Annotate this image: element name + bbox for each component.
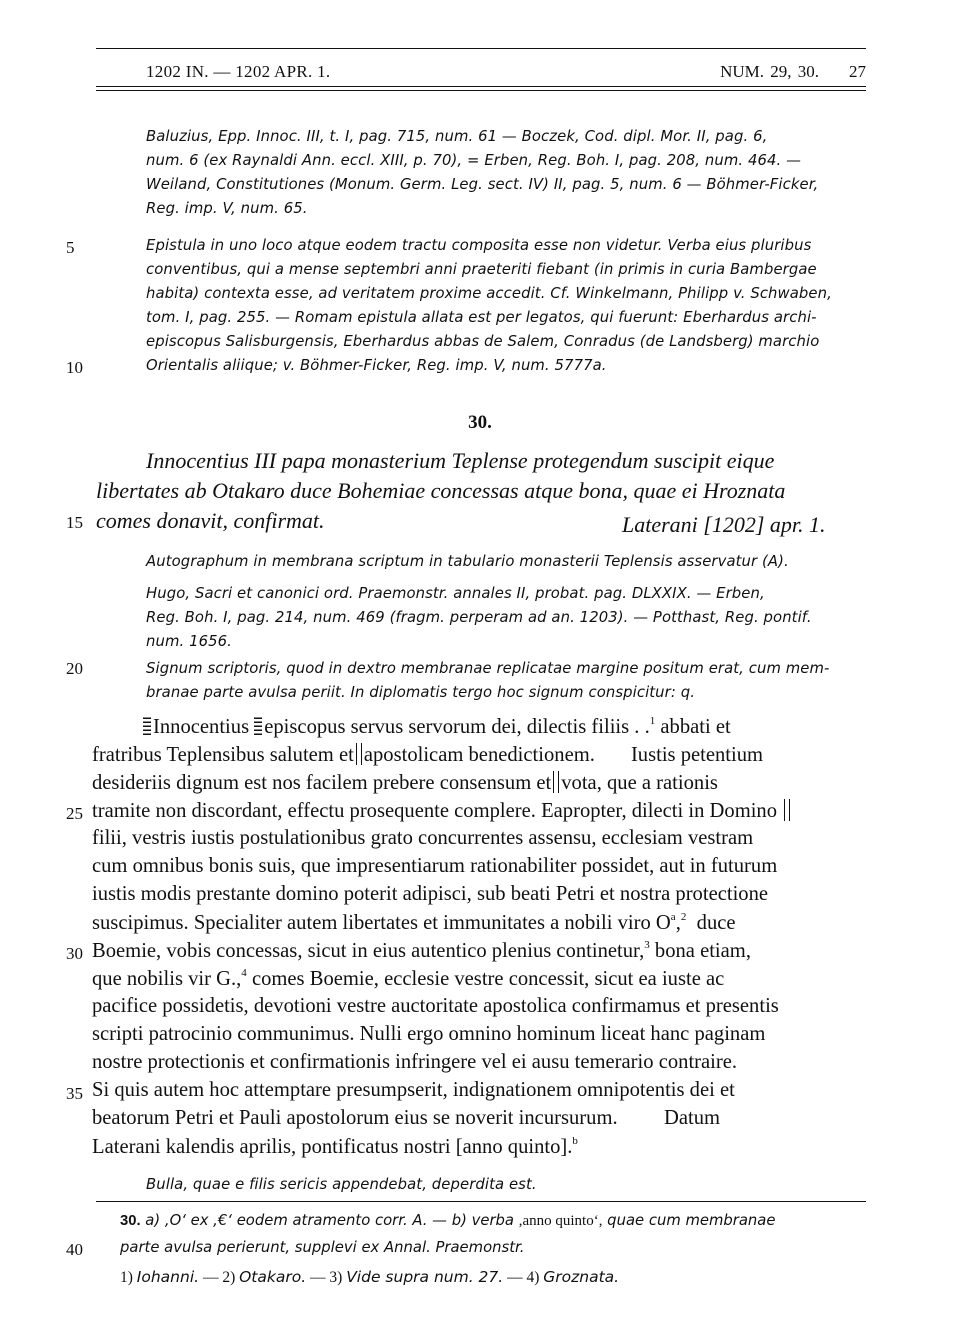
line-number: 5	[66, 238, 75, 257]
text-line: beatorum Petri et Pauli apostolorum eius se noverit incursurum. Datum	[92, 1107, 721, 1129]
note-line: Orientalis aliique; v. Böhmer-Ficker, Reg. imp. V, num. 5777a.	[146, 357, 607, 374]
source-line: Hugo, Sacri et canonici ord. Praemonstr. annales II, probat. pag. DLXXIX. — Erben,	[146, 585, 765, 602]
header-right	[720, 62, 866, 82]
source-line: Signum scriptoris, quod in dextro membranae replicatae margine positum erat, cum mem-	[146, 660, 830, 677]
page-number: 27	[849, 62, 866, 81]
text-line: desideriis dignum est nos facilem prebere consensum et vota, que a rationis	[92, 772, 718, 794]
text-line: suscipimus. Specialiter autem libertates et immunitates a nobili viro $O^a,^2$ duce	[92, 911, 736, 934]
note-line: Baluzius, Epp. Innoc. III, t. I, pag. 715, num. 61 — Boczek, Cod. dipl. Mor. II, pag. 6,	[146, 128, 768, 145]
footnote-refs: 1) Iohanni. — 2) Otakaro. — 3) Vide supra num. 27. — 4) Groznata.	[120, 1268, 620, 1286]
footnote-line: 30. a) ,O‘ ex ,€‘ eodem atramento corr. A. — b) verba ,anno quinto‘, quae cum membranae	[120, 1212, 776, 1229]
footnote-rule	[96, 1201, 866, 1202]
running-header	[96, 58, 866, 86]
regest-line: Innocentius III papa monasterium Teplense protegendum suscipit eique	[146, 448, 775, 473]
header-bottom-rule	[96, 86, 866, 87]
header-date-range: 1202 IN. — 1202 APR. 1.	[146, 62, 331, 81]
text-line: Boemie, vobis concessas, sicut in eius autentico plenius continetur,$^3$ bona etiam,	[92, 939, 751, 962]
source-line: Reg. Boh. I, pag. 214, num. 469 (fragm. perperam ad an. 1203). — Potthast, Reg. pontif.	[146, 609, 812, 626]
line-number: 15	[66, 513, 83, 532]
header-top-rule	[96, 48, 866, 49]
text-line: tramite non discordant, effectu prosequente complere. Eapropter, dilecti in Domino	[92, 799, 792, 823]
text-line: cum omnibus bonis suis, que impresentiarum rationabiliter possidet, aut in futurum	[92, 855, 778, 877]
note-line: tom. I, pag. 255. — Romam epistula allata est per legatos, qui fuerunt: Eberhardus archi-	[146, 309, 817, 326]
source-line: num. 1656.	[146, 633, 232, 650]
text-line: nostre protectionis et confirmationis infringere vel ei ausu temerario contraire.	[92, 1051, 738, 1073]
text-line: iustis modis prestante domino poterit adipisci, sub beati Petri et nostra protectione	[92, 883, 769, 905]
note-line: Epistula in uno loco atque eodem tractu composita esse non videtur. Verba eius pluribus	[146, 237, 812, 254]
source-line: branae parte avulsa periit. In diplomatis tergo hoc signum conspicitur: q.	[146, 684, 696, 701]
header-bottom-rule-2	[96, 90, 866, 91]
line-number: 10	[66, 358, 83, 377]
text-line: Innocentius episcopus servus servorum dei, dilectis filiis . .$^1$ abbati et	[143, 715, 731, 739]
footnote-line: parte avulsa perierunt, supplevi ex Annal. Praemonstr.	[120, 1239, 525, 1256]
text-line: Si quis autem hoc attemptare presumpserit, indignationem omnipotentis dei et	[92, 1079, 735, 1101]
note-line: Reg. imp. V, num. 65.	[146, 200, 308, 217]
note-line: num. 6 (ex Raynaldi Ann. eccl. XIII, p. 70), = Erben, Reg. Boh. I, pag. 208, num. 464. —	[146, 152, 802, 169]
text-line: scripti patrocinio communimus. Nulli ergo omnino hominum liceat hanc paginam	[92, 1023, 766, 1045]
regest-date: Laterani [1202] apr. 1.	[622, 512, 826, 537]
line-number: 30	[66, 944, 83, 963]
text-line: que nobilis vir G.,$^4$ comes Boemie, ecclesie vestre concessit, sicut ea iuste ac	[92, 967, 725, 990]
text-line: filii, vestris iustis postulationibus grato concurrentes assensu, ecclesiam vestram	[92, 827, 754, 849]
regest-line: libertates ab Otakaro duce Bohemiae concessas atque bona, quae ei Hroznata	[96, 478, 786, 503]
note-line: episcopus Salisburgensis, Eberhardus abbas de Salem, Conradus (de Landsberg) marchio	[146, 333, 820, 350]
line-break-mark	[356, 743, 362, 765]
note-line: habita) contexta esse, ad veritatem proxime accedit. Cf. Winkelmann, Philipp v. Schwaben,	[146, 285, 832, 302]
regest-line: comes donavit, confirmat.	[96, 508, 325, 533]
line-number: 20	[66, 659, 83, 678]
cross-icon	[254, 717, 262, 735]
line-break-mark	[784, 799, 790, 821]
bulla-note: Bulla, quae e filis sericis appendebat, deperdita est.	[146, 1176, 537, 1193]
text-line: fratribus Teplensibus salutem et apostolicam benedictionem. Iustis petentium	[92, 744, 764, 766]
source-line: Autographum in membrana scriptum in tabulario monasterii Teplensis asservatur (A).	[146, 553, 789, 570]
note-line: Weiland, Constitutiones (Monum. Germ. Leg. sect. IV) II, pag. 5, num. 6 — Böhmer-Ficker,	[146, 176, 819, 193]
note-line: conventibus, qui a mense septembri anni praeteriti fiebant (in primis in curia Bambergae	[146, 261, 817, 278]
line-number: 25	[66, 804, 83, 823]
line-number: 35	[66, 1084, 83, 1103]
line-number: 40	[66, 1240, 83, 1259]
text-line: pacifice possidetis, devotioni vestre auctoritate apostolica confirmamus et presentis	[92, 995, 779, 1017]
cross-icon	[143, 717, 151, 735]
line-break-mark	[553, 771, 559, 793]
text-line: Laterani kalendis aprilis, pontificatus nostri [anno quinto].$^b$	[92, 1135, 578, 1158]
header-number-range: NUM. 29, 30.	[720, 62, 819, 81]
document-number: 30.	[468, 412, 492, 433]
